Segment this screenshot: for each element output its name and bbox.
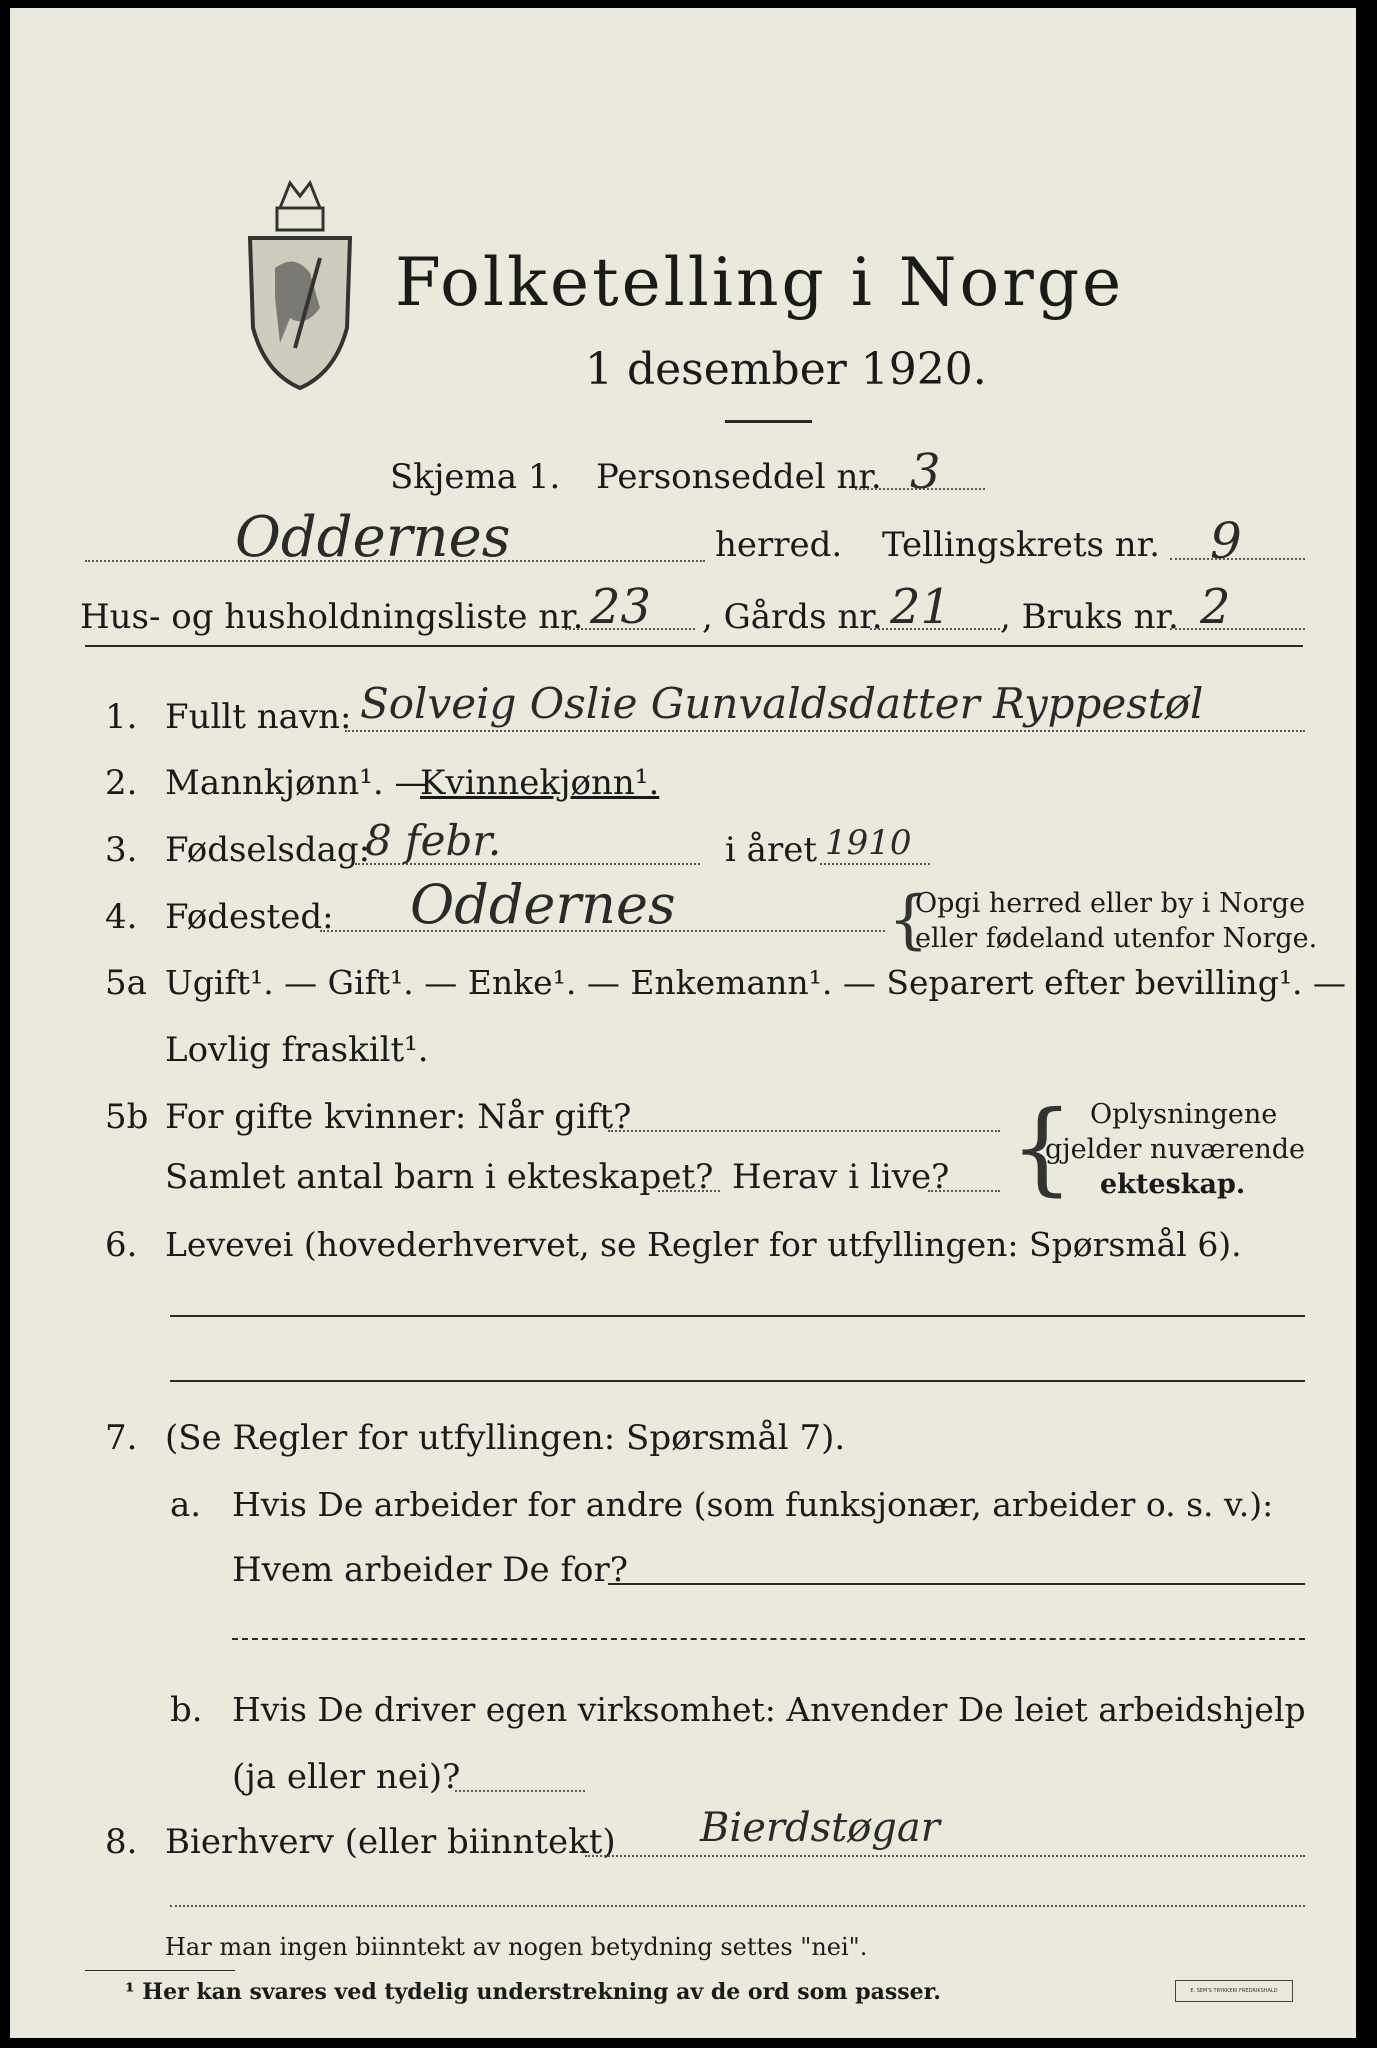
q5b-note2: gjelder nuværende: [1045, 1134, 1305, 1165]
q7b-line1: Hvis De driver egen virksomhet: Anvender De leiet arbeidshjelp: [232, 1690, 1306, 1729]
personseddel-label: Personseddel nr.: [596, 457, 882, 497]
q4-note-line2: eller fødeland utenfor Norge.: [915, 923, 1318, 954]
q8-number: 8.: [105, 1822, 138, 1862]
q5a-number: 5a: [105, 963, 147, 1003]
q4-label: Fødested:: [165, 897, 334, 937]
title-divider: [725, 420, 812, 423]
q4-note-line1: Opgi herred eller by i Norge: [915, 888, 1306, 919]
q7b-answer-line: [455, 1790, 585, 1792]
q7a-extra-line: [232, 1638, 1305, 1640]
herred-value: Oddernes: [235, 505, 511, 570]
q8-extra-line: [170, 1905, 1305, 1907]
q6-label: Levevei (hovederhvervet, se Regler for utfyllingen: Spørsmål 6).: [165, 1225, 1242, 1264]
header-divider: [85, 645, 1303, 647]
q1-line: [345, 730, 1305, 732]
q3-label: Fødselsdag:: [165, 830, 371, 870]
q6-line2: [170, 1380, 1305, 1382]
form-title: Folketelling i Norge: [395, 244, 1125, 321]
q3-value: 8 febr.: [365, 816, 502, 865]
q1-value: Solveig Oslie Gunvaldsdatter Ryppestøl: [360, 679, 1204, 728]
q5b-brace: {: [1010, 1089, 1074, 1206]
q5b-count-line: [658, 1190, 720, 1192]
q4-number: 4.: [105, 897, 138, 937]
tellingskrets-label: Tellingskrets nr.: [882, 525, 1161, 565]
q7a-line1: Hvis De arbeider for andre (som funksjonær, arbeider o. s. v.):: [232, 1485, 1274, 1524]
q3-year-label: i året: [725, 830, 817, 870]
gards-value: 21: [890, 579, 952, 635]
census-date: 1 desember 1920.: [585, 344, 987, 395]
q3-year-value: 1910: [825, 823, 912, 863]
footnote-divider: [85, 1970, 235, 1971]
coat-of-arms-icon: [235, 178, 365, 393]
q6-line1: [170, 1315, 1305, 1317]
q1-number: 1.: [105, 697, 138, 737]
gards-label: , Gårds nr.: [702, 597, 883, 637]
q2-male-option: Mannkjønn¹. —: [165, 763, 429, 803]
printer-stamp-text: E. SEM'S TRYKKERI FREDRIKSHALD: [1190, 1988, 1278, 1994]
q4-value: Oddernes: [410, 873, 676, 936]
bruks-value: 2: [1200, 579, 1231, 635]
q7a-answer-line: [608, 1583, 1305, 1585]
q7b-number: b.: [170, 1690, 203, 1730]
q5b-line2b: Herav i live?: [732, 1157, 950, 1197]
q5b-note1: Oplysningene: [1090, 1099, 1278, 1130]
q5b-line1: For gifte kvinner: Når gift?: [165, 1097, 632, 1137]
q5b-number: 5b: [105, 1097, 149, 1137]
personseddel-value: 3: [910, 444, 941, 500]
q2-number: 2.: [105, 763, 138, 803]
footnote: ¹ Her kan svares ved tydelig understrekning av de ord som passer.: [125, 1979, 941, 2005]
hus-value: 23: [590, 579, 652, 635]
q7b-line2: (ja eller nei)?: [232, 1757, 461, 1797]
q7-number: 7.: [105, 1418, 138, 1458]
q8-value: Bierdstøgar: [700, 1805, 940, 1851]
q4-brace: {: [888, 883, 929, 957]
q5a-line2: Lovlig fraskilt¹.: [165, 1030, 429, 1070]
q5b-note3: ekteskap.: [1100, 1169, 1246, 1200]
bruks-line: [1170, 628, 1305, 630]
q1-label: Fullt navn:: [165, 697, 352, 737]
q7a-line2: Hvem arbeider De for?: [232, 1550, 628, 1590]
q3-year-line: [820, 863, 930, 865]
skjema-label: Skjema 1.: [390, 457, 561, 497]
q7-label: (Se Regler for utfyllingen: Spørsmål 7).: [165, 1418, 846, 1458]
bruks-label: , Bruks nr.: [1000, 597, 1179, 637]
q5a-line1: Ugift¹. — Gift¹. — Enke¹. — Enkemann¹. — Separert efter bevilling¹. —: [165, 963, 1347, 1002]
q8-label: Bierhverv (eller biinntekt): [165, 1822, 616, 1862]
herred-label: herred.: [715, 525, 843, 565]
printer-stamp: [1175, 1980, 1293, 2002]
census-form: [10, 8, 1356, 2038]
q7a-number: a.: [170, 1485, 202, 1525]
hus-label: Hus- og husholdningsliste nr.: [80, 597, 584, 637]
q8-line: [585, 1855, 1305, 1857]
q3-number: 3.: [105, 830, 138, 870]
tellingskrets-value: 9: [1210, 512, 1242, 570]
q5b-alive-line: [928, 1190, 1000, 1192]
q6-number: 6.: [105, 1225, 138, 1265]
q5b-line2a: Samlet antal barn i ekteskapet?: [165, 1157, 714, 1197]
q5b-when-line: [608, 1130, 1000, 1132]
q2-female-option: Kvinnekjønn¹.: [420, 763, 660, 803]
nei-note: Har man ingen biinntekt av nogen betydning settes "nei".: [165, 1933, 868, 1961]
